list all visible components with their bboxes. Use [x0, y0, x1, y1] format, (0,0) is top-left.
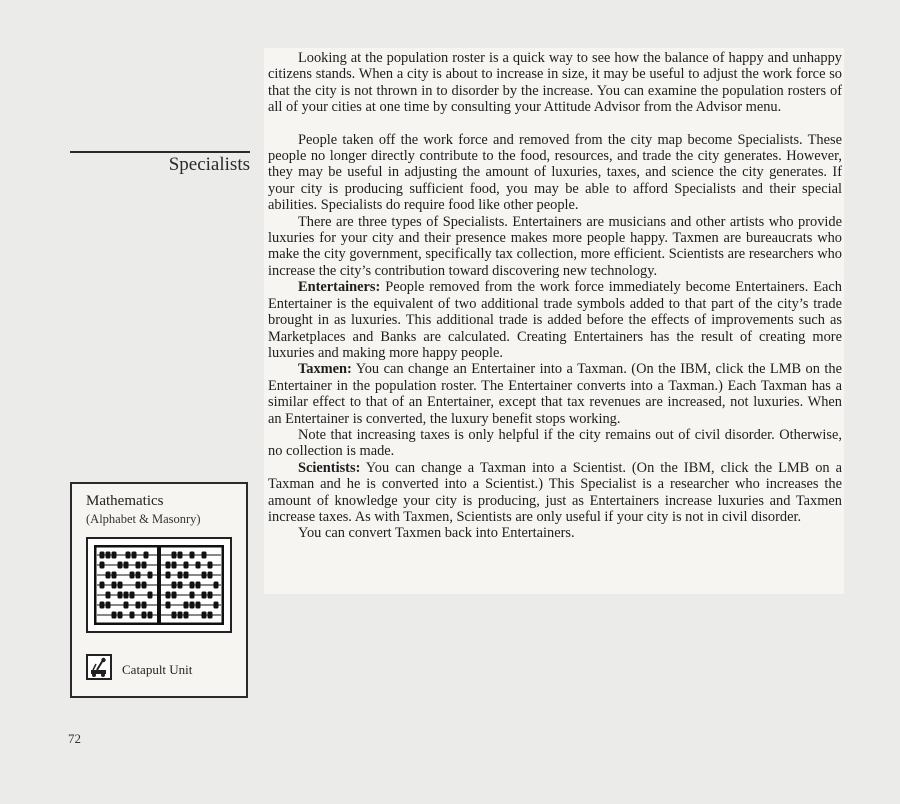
taxmen-label: Taxmen: — [298, 361, 352, 378]
scientists-text: You can change a Taxman into a Scientist. (On the IBM, click the LMB on a Taxman and he is converted into a Scientist.) This Specialist is a researcher who increases the amount of knowledge your city is producing, just as Entertainers increase luxuries and Taxmen increase taxes. As with Taxmen, Scientists are only useful if your city is not in civil disorder. — [268, 459, 842, 525]
entertainers-label: Entertainers: — [298, 279, 381, 296]
card-subtitle: (Alphabet & Masonry) — [86, 512, 201, 526]
paragraph-population-roster: Looking at the population roster is a quick way to see how the balance of happy and unhappy citizens stands. When a city is about to increase in size, it may be useful to adjust the work force so that the city is not thrown in to disorder by the increase. You can examine the population rosters of all of your cities at one time by consulting your Attitude Advisor from the Advisor menu. — [268, 50, 842, 116]
paragraph-specialists-intro: People taken off the work force and removed from the city map become Specialists. These people no longer directly contribute to the food, resources, and trade the city generates. However, they may be useful in adjusting the amount of luxuries, taxes, and science the city generates. If your city is producing sufficient food, you may be able to afford Specialists and their special abilities. Specialists do require food like other people. — [268, 131, 842, 214]
paragraph-taxmen — [268, 361, 842, 427]
scientists-label: Scientists: — [298, 459, 361, 476]
paragraph-entertainers — [268, 279, 842, 361]
card-title: Mathematics — [86, 493, 164, 509]
body-text — [264, 48, 844, 594]
taxmen-text: You can change an Entertainer into a Taxman. (On the IBM, click the LMB on the Entertainer in the population roster. The Entertainer converts into a Taxman.) Each Taxman has a similar effect to that of an Entertainer, except that tax revenues are increased, not luxuries. When an Entertainer is converted, the luxury benefit stops working. — [268, 361, 842, 427]
entertainers-text: People removed from the work force immediately become Entertainers. Each Entertainer is the equivalent of two additional trade symbols added to that part of the city’s trade brought in as luxuries. This additional trade is added before the effects of improvements such as Marketplaces and Banks are calculated. Creating Entertainers has the result of creating more luxuries and making more happy people. — [268, 279, 842, 361]
paragraph-scientists — [268, 460, 842, 526]
unit-label: Catapult Unit — [122, 662, 193, 677]
paragraph-specialist-types: There are three types of Specialists. Entertainers are musicians and other artists who provide luxuries for your city and their presence makes more people happy. Taxmen are bureaucrats who make the city government, specifically tax collection, more efficient. Scientists are researchers who increase the city’s contribution toward discovering new technology. — [268, 213, 842, 279]
section-rule — [70, 151, 250, 153]
abacus-illustration — [86, 537, 232, 633]
section-title: Specialists — [168, 154, 250, 175]
paragraph-convert-back: You can convert Taxmen back into Entertainers. — [298, 525, 575, 542]
paragraph-taxes-note: Note that increasing taxes is only helpful if the city remains out of civil disorder. Otherwise, no collection is made. — [268, 426, 842, 460]
civilopedia-card — [70, 482, 248, 698]
page-number: 72 — [68, 731, 81, 746]
abacus-icon — [94, 545, 224, 625]
catapult-icon — [86, 654, 112, 680]
